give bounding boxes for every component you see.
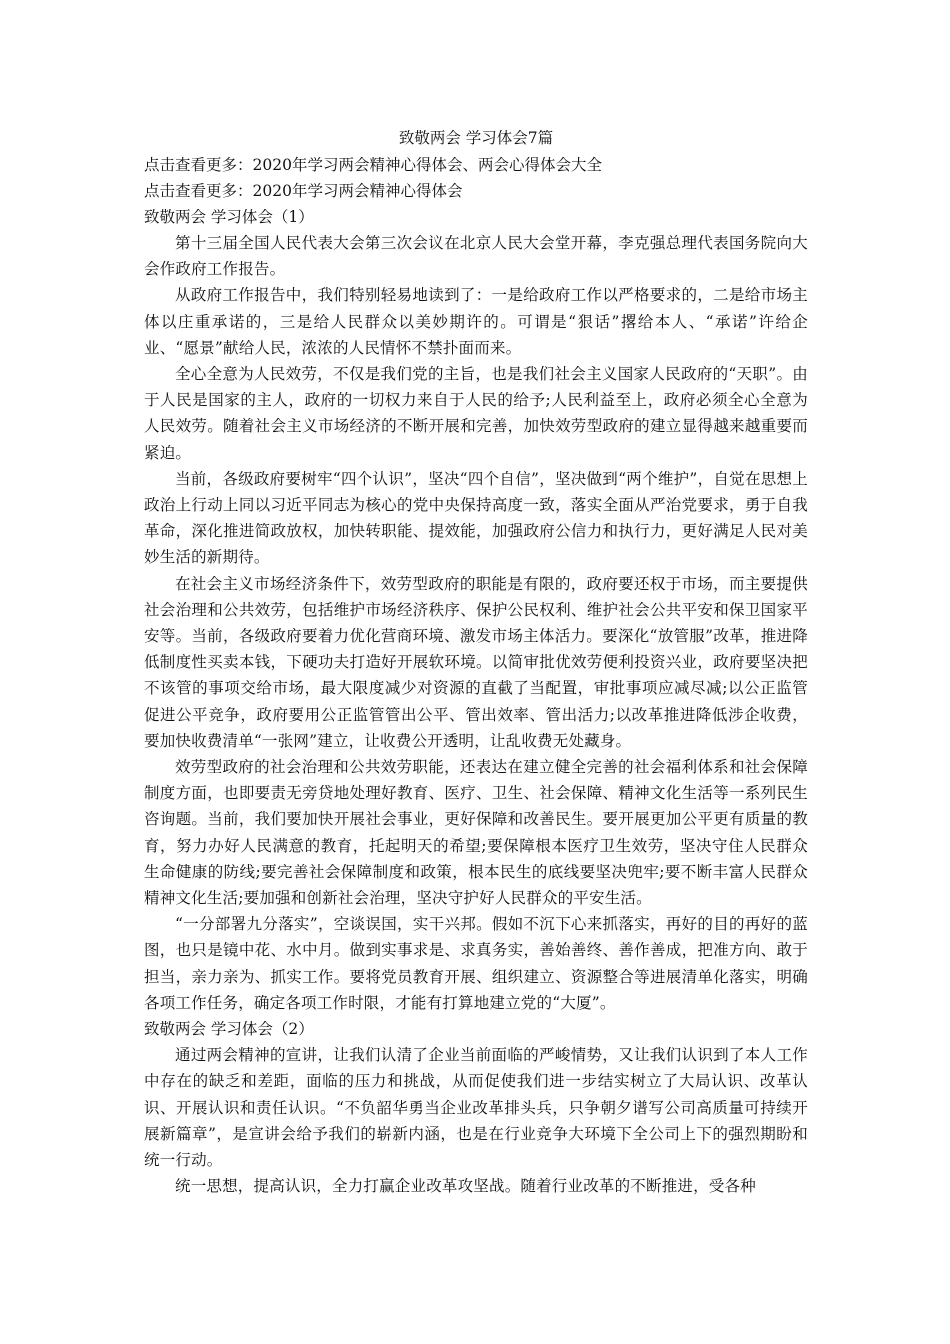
more-link-2[interactable]: 点击查看更多：2020年学习两会精神心得体会: [144, 182, 463, 200]
section-heading-2: 致敬两会 学习体会（2）: [144, 1020, 314, 1039]
section-2: [144, 1016, 808, 1199]
document-page: [144, 124, 808, 1199]
more-link-1[interactable]: 点击查看更多：2020年学习两会精神心得体会、两会心得体会大全: [144, 156, 602, 174]
section-heading-1: 致敬两会 学习体会（1）: [144, 208, 314, 226]
paragraph: 当前，各级政府要树牢“四个认识”，坚决“四个自信”，坚决做到“两个维护”，自觉在思想上政治上行动上同以习近平同志为核心的党中央保持高度一致，落实全面从严治党要求，勇于自我革命，深化推进简政放权，加快转职能、提效能，加强政府公信力和执行力，更好满足人民对美妙生活的新期待。: [144, 469, 808, 567]
paragraph: 从政府工作报告中，我们特别轻易地读到了：一是给政府工作以严格要求的，二是给市场主体以庄重承诺的，三是给人民群众以美妙期许的。可谓是“狠话”撂给本人、“承诺”许给企业、“愿景”献给人民，浓浓的人民情怀不禁扑面而来。: [144, 286, 808, 357]
document-title: 致敬两会 学习体会7篇: [398, 129, 554, 147]
paragraph: “一分部署九分落实”，空谈误国，实干兴邦。假如不沉下心来抓落实，再好的目的再好的蓝图，也只是镜中花、水中月。做到实事求是、求真务实，善始善终、善作善成，把准方向、敢于担当，亲力亲为、抓实工作。要将党员教育开展、组织建立、资源整合等进展清单化落实，明确各项工作任务，确定各项工作时限，才能有打算地建立党的“大厦”。: [144, 915, 808, 1012]
paragraph: 在社会主义市场经济条件下，效劳型政府的职能是有限的，政府要还权于市场，而主要提供社会治理和公共效劳，包括维护市场经济秩序、保护公民权利、维护社会公共平安和保卫国家平安等。当前，各级政府要着力优化营商环境、激发市场主体活力。要深化“放管服”改革，推进降低制度性买卖本钱，下硬功夫打造好开展软环境。以简审批优效劳便利投资兴业，政府要坚决把不该管的事项交给市场，最大限度减少对资源的直截了当配置，审批事项应减尽减;以公正监管促进公平竞争，政府要用公正监管管出公平、管出效率、管出活力;以改革推进降低涉企收费，要加快收费清单“一张网”建立，让收费公开透明，让乱收费无处藏身。: [144, 574, 808, 750]
paragraph: 通过两会精神的宣讲，让我们认清了企业当前面临的严峻情势，又让我们认识到了本人工作中存在的缺乏和差距，面临的压力和挑战，从而促使我们进一步结实树立了大局认识、改革认识、开展认识和责任认识。“不负韶华勇当企业改革排头兵，只争朝夕谱写公司高质量可持续开展新篇章”，是宣讲会给予我们的崭新内涵，也是在行业竞争大环境下全公司上下的强烈期盼和统一行动。: [144, 1046, 808, 1169]
paragraph: 全心全意为人民效劳，不仅是我们党的主旨，也是我们社会主义国家人民政府的“天职”。由于人民是国家的主人，政府的一切权力来自于人民的给予;人民利益至上，政府必须全心全意为人民效劳。随着社会主义市场经济的不断开展和完善，加快效劳型政府的建立显得越来越重要而紧迫。: [144, 365, 808, 462]
paragraph: 第十三届全国人民代表大会第三次会议在北京人民大会堂开幕，李克强总理代表国务院向大会作政府工作报告。: [144, 234, 808, 279]
paragraph: 效劳型政府的社会治理和公共效劳职能，还表达在建立健全完善的社会福利体系和社会保障制度方面，也即要责无旁贷地处理好教育、医疗、卫生、社会保障、精神文化生活等一系列民生咨询题。当前，我们要加快开展社会事业，更好保障和改善民生。要开展更加公平更有质量的教育，努力办好人民满意的教育，托起明天的希望;要保障根本医疗卫生效劳，坚决守住人民群众生命健康的防线;要完善社会保障制度和政策，根本民生的底线要坚决兜牢;要不断丰富人民群众精神文化生活;要加强和创新社会治理，坚决守护好人民群众的平安生活。: [144, 758, 808, 908]
section-1: [144, 204, 808, 1016]
paragraph: 统一思想，提高认识，全力打赢企业改革攻坚战。随着行业改革的不断推进，受各种: [175, 1177, 756, 1196]
